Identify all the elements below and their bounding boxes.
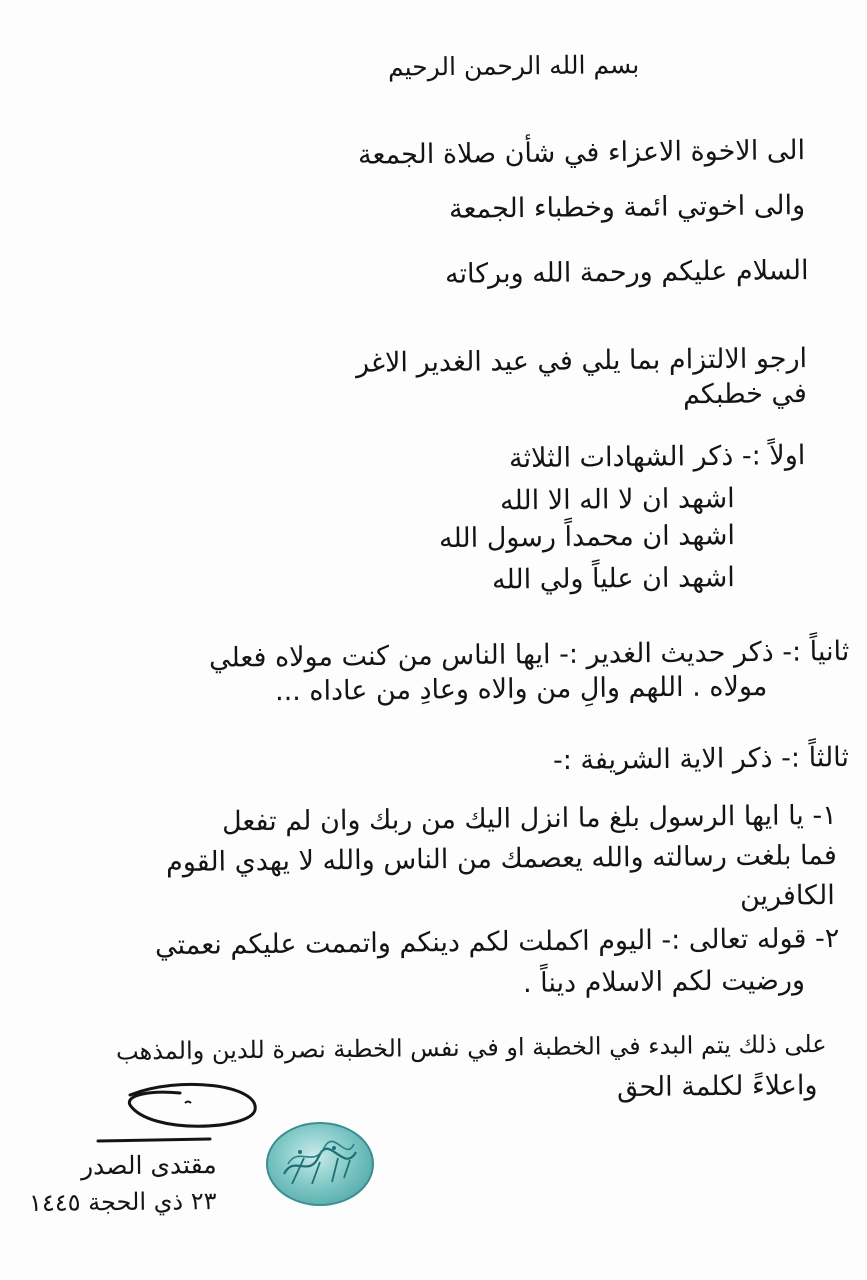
signature-name: مقتدى الصدر (81, 1150, 218, 1181)
verse-1-line-3: الكافرين (740, 880, 836, 912)
seal-stamp (266, 1122, 374, 1206)
second-line-2: مولاه . اللهم والِ من والاه وعادِ من عاداه ... (274, 671, 768, 708)
greeting: السلام عليكم ورحمة الله وبركاته (445, 255, 810, 290)
request-line-2: في خطبكم (682, 378, 808, 411)
closing-line-1: على ذلك يتم البدء في الخطبة او في نفس الخطبة نصرة للدين والمذهب (116, 1030, 828, 1066)
third-heading: ثالثاً :- ذكر الاية الشريفة :- (552, 742, 850, 777)
first-heading: اولاً :- ذكر الشهادات الثلاثة (508, 440, 806, 475)
signature-scribble (90, 1075, 290, 1155)
address-line-2: والى اخوتي ائمة وخطباء الجمعة (448, 190, 806, 225)
shahada-1: اشهد ان لا اله الا الله (500, 483, 736, 517)
verse-2-line-2: ورضيت لكم الاسلام ديناً . (522, 965, 806, 999)
letter-date: ٢٣ ذي الحجة ١٤٤٥ (29, 1187, 218, 1217)
request-line-1: ارجو الالتزام بما يلي في عيد الغدير الاغر (355, 343, 808, 379)
seal-calligraphy (274, 1134, 366, 1194)
address-line-1: الى الاخوة الاعزاء في شأن صلاة الجمعة (357, 135, 806, 171)
shahada-2: اشهد ان محمداً رسول الله (438, 520, 736, 555)
shahada-3: اشهد ان علياً ولي الله (492, 562, 736, 596)
verse-1-line-2: فما بلغت رسالته والله يعصمك من الناس والله لا يهدي القوم (166, 840, 838, 879)
second-line-1: ثانياً :- ذكر حديث الغدير :- ايها الناس من كنت مولاه فعلي (208, 636, 850, 674)
basmala: بسم الله الرحمن الرحيم (387, 50, 640, 82)
verse-1-line-1: ١- يا ايها الرسول بلغ ما انزل اليك من ربك وان لم تفعل (222, 800, 838, 838)
verse-2-line-1: ٢- قوله تعالى :- اليوم اكملت لكم دينكم واتممت عليكم نعمتي (154, 923, 840, 962)
closing-line-2: واعلاءً لكلمة الحق (616, 1070, 818, 1104)
